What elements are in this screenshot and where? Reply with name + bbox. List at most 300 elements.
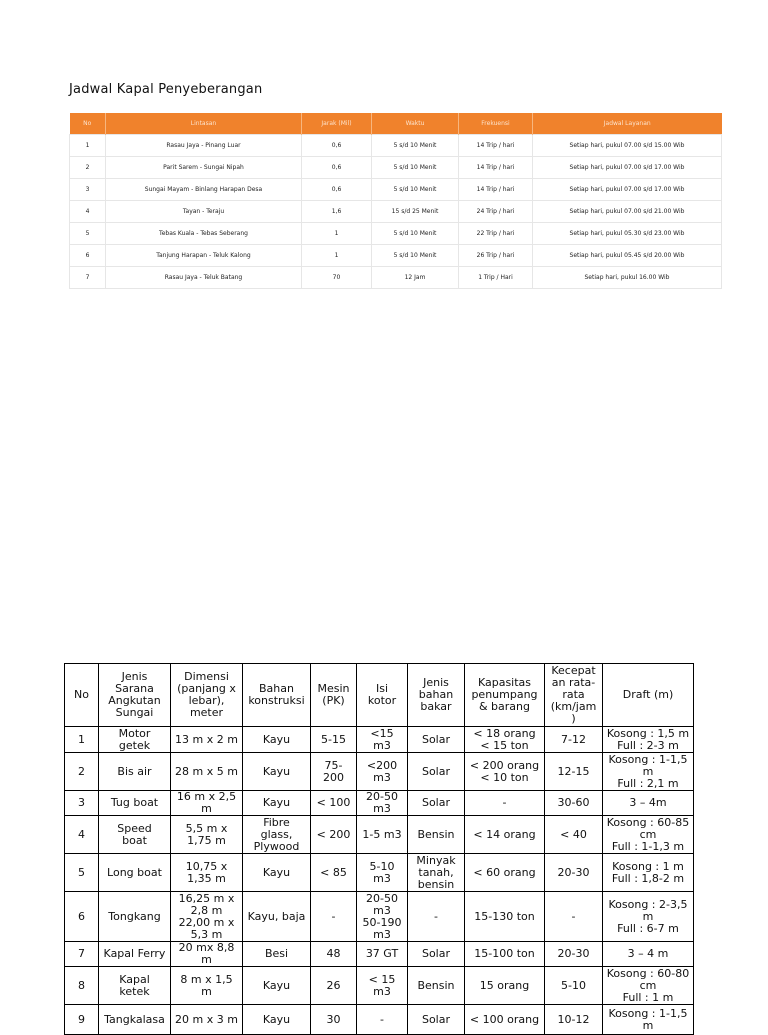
table-cell [408,753,465,791]
cell-line: Tongkang [108,909,161,923]
cell-line: 48 [326,947,341,960]
transport-column-header [357,664,408,727]
table-cell [171,942,243,967]
cell-line: Tug boat [110,796,159,809]
cell-line: tanah, [418,865,454,879]
cell-line: an rata- [551,676,596,689]
table-cell [545,942,603,967]
table-cell: Setiap hari, pukul 16.00 Wib [533,267,722,289]
cell-line: Kosong : 60-85 [606,815,690,829]
transport-column-header [65,664,99,727]
cell-line: cm [639,978,657,992]
table-cell [408,942,465,967]
schedule-body [70,135,722,289]
cell-line: Fibre [263,815,290,829]
cell-line: Full : 1-1,3 m [611,839,685,853]
cell-line: < 40 [560,827,587,841]
table-cell [99,967,171,1005]
cell-line: Full : 2-3 m [617,738,679,752]
schedule-column-header: Jadwal Layanan [533,113,722,135]
table-cell [65,1005,99,1035]
cell-line: bakar [420,700,452,713]
cell-line: bensin [417,877,455,891]
table-cell [243,816,311,854]
cell-line: 20-50 [366,790,398,803]
table-cell [545,892,603,942]
table-cell [603,791,694,816]
table-cell: 15 s/d 25 Menit [372,201,459,223]
cell-line: Mesin [317,682,350,695]
river-transport-table [64,663,694,1035]
cell-line: 16 m x 2,5 [176,790,237,803]
table-cell: Setiap hari, pukul 07.00 s/d 15.00 Wib [533,135,722,157]
cell-line: Kayu [262,796,291,809]
cell-line: < 100 [316,796,351,809]
table-cell: 5 s/d 10 Menit [372,157,459,179]
table-cell: Tebas Kuala - Tebas Seberang [106,223,302,245]
table-row [65,753,694,791]
table-cell: Tanjung Harapan - Teluk Kalong [106,245,302,267]
cell-line: 75- [324,758,343,772]
cell-line: 5-10 [369,859,395,873]
table-cell [357,942,408,967]
table-cell [99,753,171,791]
table-cell [408,892,465,942]
table-cell [545,727,603,753]
table-cell [171,854,243,892]
table-cell [243,753,311,791]
cell-line: Kosong : 2-3,5 [608,897,688,911]
cell-line: m [642,909,654,923]
cell-line: Solar [421,947,451,960]
cell-line: Long boat [107,865,162,879]
cell-line: Dimensi [184,670,229,683]
table-cell [408,1005,465,1035]
cell-line: Kayu [262,732,291,746]
table-cell [99,816,171,854]
cell-line: 5-10 [561,978,586,992]
table-cell [65,727,99,753]
cell-line: Solar [421,732,451,746]
cell-line: Bis air [117,764,152,778]
table-cell: Setiap hari, pukul 05.45 s/d 20.00 Wib [533,245,722,267]
cell-line: m3 [373,770,391,784]
table-cell [357,892,408,942]
cell-line: (PK) [322,694,345,707]
table-cell: 1,6 [302,201,372,223]
cell-line: Full : 2,1 m [617,776,679,790]
cell-line: 5,5 m x [185,821,228,835]
table-cell: 70 [302,267,372,289]
cell-line: 200 [323,770,344,784]
cell-line: Solar [421,796,451,809]
cell-line: glass, [260,827,293,841]
table-cell [99,854,171,892]
table-cell [311,727,357,753]
cell-line: 8 [78,978,85,992]
cell-line: - [380,1012,384,1026]
cell-line: m3 [373,984,391,998]
table-cell [311,1005,357,1035]
cell-line: 30-60 [557,796,590,809]
table-cell [311,967,357,1005]
cell-line: 12-15 [557,764,590,778]
table-cell [465,816,545,854]
table-cell: 14 Trip / hari [459,135,533,157]
transport-column-header [311,664,357,727]
cell-line: bahan [418,688,454,701]
table-cell [465,967,545,1005]
ferry-schedule-table [69,113,722,289]
schedule-column-header: Lintasan [106,113,302,135]
cell-line: Angkutan [108,694,161,707]
cell-line: < 200 orang [469,758,540,772]
table-cell [603,854,694,892]
cell-line: Kayu [262,1012,291,1026]
table-cell [171,791,243,816]
table-cell [311,791,357,816]
table-cell: 14 Trip / hari [459,179,533,201]
table-cell [65,854,99,892]
table-row [65,816,694,854]
table-cell [545,753,603,791]
table-cell [357,967,408,1005]
table-cell: Setiap hari, pukul 07.00 s/d 21.00 Wib [533,201,722,223]
table-cell [603,753,694,791]
table-row [65,967,694,1005]
table-cell [65,791,99,816]
cell-line: 20-30 [557,865,590,879]
table-cell [465,791,545,816]
table-cell [408,727,465,753]
table-row [65,942,694,967]
page-title: Jadwal Kapal Penyeberangan [69,82,263,97]
table-cell [357,727,408,753]
table-cell [545,967,603,1005]
cell-line: m3 [373,927,391,941]
table-cell: Rasau Jaya - Pinang Luar [106,135,302,157]
table-cell [603,892,694,942]
cell-line: 8 m x 1,5 [180,972,233,986]
table-cell: 12 Jam [372,267,459,289]
cell-line: 7-12 [561,732,586,746]
cell-line: 1 [78,732,85,746]
cell-line: < 10 ton [480,770,529,784]
table-cell [357,791,408,816]
table-cell [603,942,694,967]
cell-line: 5-15 [321,732,346,746]
table-cell [603,727,694,753]
table-cell: 0,6 [302,179,372,201]
table-cell [171,892,243,942]
cell-line: Minyak [416,853,456,867]
cell-line: No [74,688,89,701]
cell-line: 16,25 m x [178,891,235,905]
table-cell [99,727,171,753]
cell-line: Kapasitas [477,676,532,689]
table-cell [465,1005,545,1035]
cell-line: Kayu [262,865,291,879]
table-cell [243,892,311,942]
cell-line: 1,75 m [187,833,226,847]
cell-line: m3 [373,903,391,917]
table-row [70,179,722,201]
table-row [65,892,694,942]
table-cell: 0,6 [302,157,372,179]
cell-line: m3 [373,802,391,815]
table-cell [243,1005,311,1035]
table-cell [65,816,99,854]
table-row [70,157,722,179]
table-cell [465,753,545,791]
cell-line: < 60 orang [473,865,536,879]
cell-line: 3 – 4 m [627,947,669,960]
cell-line: Full : 1 m [622,990,674,1004]
cell-line: Isi [375,682,389,695]
cell-line: 26 [326,978,341,992]
cell-line: < 18 orang [473,726,536,740]
table-cell: Setiap hari, pukul 07.00 s/d 17.00 Wib [533,157,722,179]
table-cell [243,727,311,753]
cell-line: Bensin [417,827,455,841]
cell-line: 6 [78,909,85,923]
table-cell: 0,6 [302,135,372,157]
cell-line: 20-30 [557,947,590,960]
cell-line: 9 [78,1012,85,1026]
table-cell [243,791,311,816]
cell-line: Kosong : 60-80 [606,966,690,980]
cell-line: Kayu, baja [247,909,306,923]
cell-line: 5,3 m [190,927,223,941]
table-cell [311,816,357,854]
table-cell: 5 s/d 10 Menit [372,223,459,245]
table-cell: 7 [70,267,106,289]
table-cell [99,942,171,967]
table-cell [408,967,465,1005]
table-cell [408,791,465,816]
cell-line: (panjang x [177,682,236,695]
table-cell: 4 [70,201,106,223]
table-cell: 2 [70,157,106,179]
schedule-column-header: Waktu [372,113,459,135]
cell-line: 22,00 m x [178,915,235,929]
cell-line: Sungai [115,706,154,719]
cell-line: <15 [370,726,394,740]
cell-line: 10,75 x [185,859,228,873]
cell-line: Jenis [423,676,449,689]
cell-line: 5 [78,865,85,879]
table-cell [603,967,694,1005]
table-row [70,223,722,245]
table-cell [603,816,694,854]
cell-line: 20 m x 3 m [175,1012,238,1026]
cell-line: m3 [373,871,391,885]
schedule-column-header: Jarak (Mil) [302,113,372,135]
table-cell: Sungai Mayam - Binlang Harapan Desa [106,179,302,201]
table-cell: 5 [70,223,106,245]
cell-line: & barang [478,700,530,713]
table-cell [65,753,99,791]
cell-line: boat [122,833,147,847]
table-cell [99,892,171,942]
cell-line: 10-12 [557,1012,590,1026]
cell-line: kotor [367,694,397,707]
table-cell [99,1005,171,1035]
cell-line: 13 m x 2 m [175,732,238,746]
cell-line: Kayu [262,978,291,992]
table-cell [171,816,243,854]
schedule-header-row [70,113,722,135]
cell-line: 15 orang [479,978,530,992]
table-cell [65,967,99,1005]
table-row [70,201,722,223]
cell-line: Draft (m) [622,688,674,701]
cell-line: Speed [117,821,152,835]
cell-line: Kosong : 1,5 m [606,726,690,740]
cell-line: - [434,909,438,923]
transport-column-header [465,664,545,727]
table-cell [311,753,357,791]
table-cell: 14 Trip / hari [459,157,533,179]
cell-line: rata [562,688,585,701]
table-cell: 3 [70,179,106,201]
table-cell: 1 [302,223,372,245]
table-cell [465,942,545,967]
cell-line: 7 [78,947,85,960]
table-row [70,245,722,267]
transport-column-header [171,664,243,727]
table-cell: Rasau Jaya - Teluk Batang [106,267,302,289]
table-cell: 5 s/d 10 Menit [372,245,459,267]
table-cell [357,1005,408,1035]
cell-line: 1-5 m3 [362,827,402,841]
table-cell [357,816,408,854]
cell-line: m [642,1018,654,1032]
table-cell: Tayan - Teraju [106,201,302,223]
table-cell: 24 Trip / hari [459,201,533,223]
table-cell [545,791,603,816]
cell-line: Full : 1,8-2 m [611,871,685,885]
cell-line: - [571,909,576,923]
table-row [65,727,694,753]
cell-line: Full : 6-7 m [617,921,679,935]
cell-line: Kapal Ferry [103,947,166,960]
transport-column-header [99,664,171,727]
table-row [65,791,694,816]
cell-line: 28 m x 5 m [175,764,238,778]
table-cell: Parit Sarem - Sungai Nipah [106,157,302,179]
cell-line: 2,8 m [190,903,223,917]
transport-column-header [243,664,311,727]
cell-line: 50-190 [362,915,402,929]
transport-column-header [603,664,694,727]
cell-line: < 15 ton [480,738,529,752]
cell-line: <200 [366,758,398,772]
cell-line: - [331,909,336,923]
cell-line: Solar [421,764,451,778]
table-row [70,135,722,157]
cell-line: Solar [421,1012,451,1026]
table-cell [311,892,357,942]
schedule-column-header: No [70,113,106,135]
cell-line: m3 [373,738,391,752]
cell-line: Jenis [121,670,148,683]
table-cell [171,967,243,1005]
table-cell [357,753,408,791]
cell-line: 15-100 ton [474,947,535,960]
cell-line: 20-50 [366,891,398,905]
table-cell [311,854,357,892]
schedule-column-header: Frekuensi [459,113,533,135]
table-cell [311,942,357,967]
cell-line: 2 [78,764,85,778]
table-cell [545,1005,603,1035]
cell-line: < 85 [320,865,347,879]
cell-line: penumpang [471,688,538,701]
table-cell [545,854,603,892]
table-cell: 5 s/d 10 Menit [372,135,459,157]
cell-line: cm [639,827,657,841]
transport-body [65,727,694,1035]
cell-line: 20 mx 8,8 [178,941,235,954]
cell-line: (km/jam [550,700,597,713]
cell-line: 15-130 ton [474,909,535,923]
table-cell [545,816,603,854]
cell-line: < 15 [368,972,396,986]
table-cell: 6 [70,245,106,267]
table-cell: 22 Trip / hari [459,223,533,245]
table-cell: 1 Trip / Hari [459,267,533,289]
cell-line: < 14 orang [473,827,536,841]
table-cell: Setiap hari, pukul 07.00 s/d 17.00 Wib [533,179,722,201]
table-row [65,1005,694,1035]
cell-line: < 200 [316,827,351,841]
cell-line: Bensin [417,978,455,992]
table-cell [65,892,99,942]
cell-line: konstruksi [248,694,305,707]
cell-line: Tangkalasa [104,1012,165,1026]
cell-line: Motor [118,726,151,740]
cell-line: Kosong : 1 m [612,859,684,873]
table-cell [171,727,243,753]
cell-line: ) [571,712,576,725]
table-cell [465,727,545,753]
cell-line: meter [189,706,224,719]
transport-header-row [65,664,694,727]
table-cell [99,791,171,816]
cell-line: getek [118,738,151,752]
table-cell [243,967,311,1005]
cell-line: ketek [119,984,150,998]
transport-column-header [545,664,603,727]
table-cell [65,942,99,967]
cell-line: m [201,953,212,966]
cell-line: m [201,984,212,998]
cell-line: 37 GT [365,947,399,960]
cell-line: Sarana [115,682,154,695]
transport-column-header [408,664,465,727]
table-cell: 1 [70,135,106,157]
cell-line: Kecepat [551,664,596,677]
cell-line: 3 [78,796,85,809]
cell-line: - [502,796,507,809]
table-cell: Setiap hari, pukul 05.30 s/d 23.00 Wib [533,223,722,245]
table-row [70,267,722,289]
cell-line: 3 – 4m [629,796,667,809]
cell-line: Kayu [262,764,291,778]
cell-line: 30 [326,1012,341,1026]
table-cell [243,942,311,967]
